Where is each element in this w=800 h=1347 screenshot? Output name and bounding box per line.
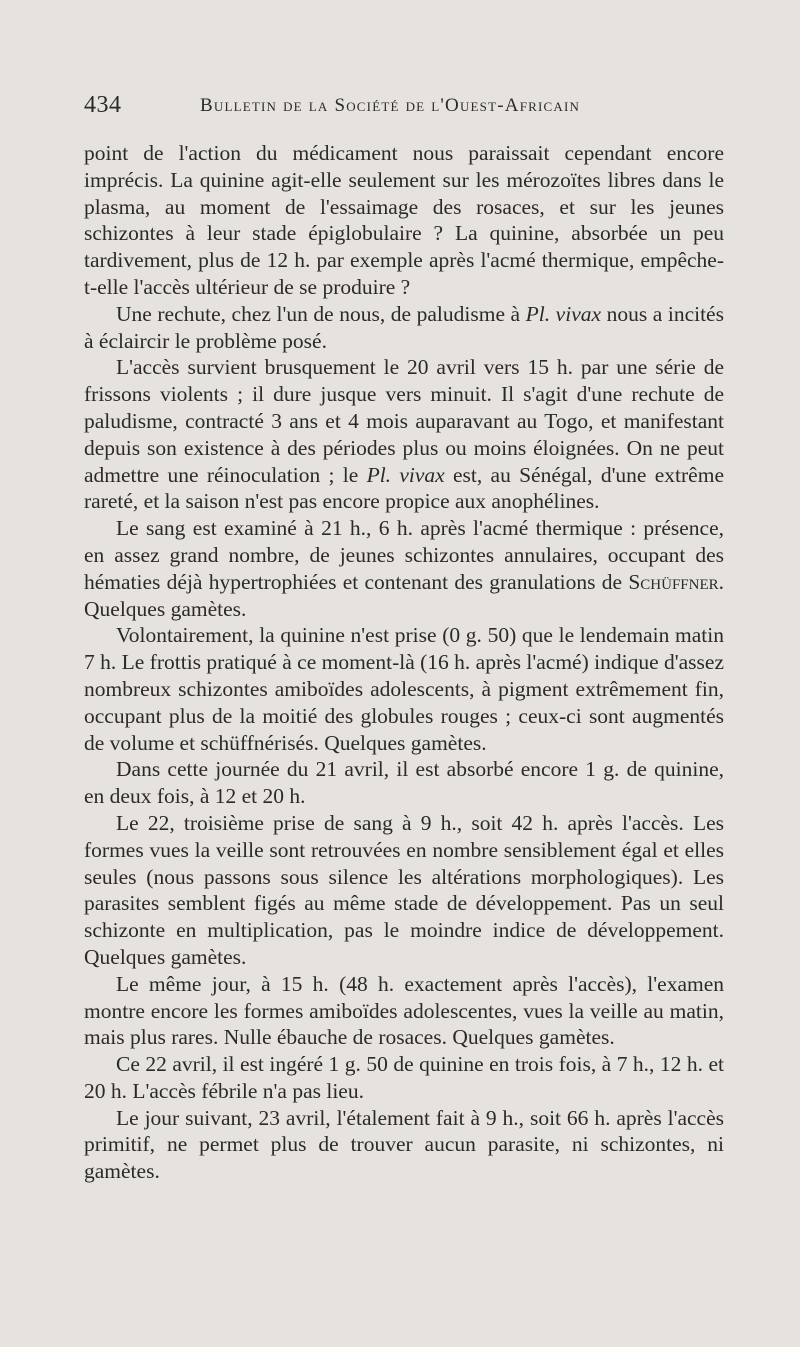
- paragraph: Le sang est examiné à 21 h., 6 h. après l'acmé thermique : présence, en assez grand nombre, de jeunes schizontes annulaires, occupant des hématies déjà hypertrophiées et contenant des granulations de Schüffner. Quelques gamètes.: [84, 516, 724, 621]
- paragraph-continuation: point de l'action du médicament nous paraissait cependant encore imprécis. La quinine agit-elle seulement sur les mérozoïtes libres dans le plasma, au moment de l'essaimage des rosaces, et sur les jeunes schizontes à leur stade épiglobulaire ? La quinine, absorbée un peu tardivement, plus de 12 h. par exemple après l'acmé thermique, empêche-t-elle l'accès ultérieur de se produire ?: [84, 141, 724, 299]
- paragraph: Le 22, troisième prise de sang à 9 h., soit 42 h. après l'accès. Les formes vues la veille sont retrouvées en nombre sensiblement égal et elles seules (nous passons sous silence les altérations morphologiques). Les parasites semblent figés au même stade de développement. Pas un seul schizonte en multiplication, pas le moindre indice de développement. Quelques gamètes.: [84, 810, 724, 969]
- species-name: Pl. vivax: [366, 462, 445, 487]
- paragraph: L'accès survient brusquement le 20 avril vers 15 h. par une série de frissons violents ; il dure jusque vers minuit. Il s'agit d'une rechute de paludisme, contracté 3 ans et 4 mois auparavant au Togo, et manifestant depuis son existence à des périodes plus ou moins éloignées. On ne peut admettre une réinoculation ; le Pl. vivax est, au Sénégal, d'une extrême rareté, et la saison n'est pas encore propice aux anophélines.: [84, 355, 724, 514]
- paragraph: Volontairement, la quinine n'est prise (0 g. 50) que le lendemain matin 7 h. Le frottis pratiqué à ce moment-là (16 h. après l'acmé) indique d'assez nombreux schizontes amiboïdes adolescents, à pigment extrêmement fin, occupant plus de la moitié des globules rouges ; ceux-ci sont augmentés de volume et schüffnérisés. Quelques gamètes.: [84, 623, 724, 755]
- author-name: Schüffner: [628, 569, 719, 594]
- paragraph: Ce 22 avril, il est ingéré 1 g. 50 de quinine en trois fois, à 7 h., 12 h. et 20 h. L'accès fébrile n'a pas lieu.: [84, 1052, 724, 1103]
- paragraph: Le même jour, à 15 h. (48 h. exactement après l'accès), l'examen montre encore les formes amiboïdes adolescentes, vues la veille au matin, mais plus rares. Nulle ébauche de rosaces. Quelques gamètes.: [84, 971, 724, 1050]
- running-title: Bulletin de la Société de l'Ouest-Africain: [200, 95, 581, 116]
- paragraph: Dans cette journée du 21 avril, il est absorbé encore 1 g. de quinine, en deux fois, à 12 et 20 h.: [84, 757, 724, 809]
- paragraph: Le jour suivant, 23 avril, l'étalement fait à 9 h., soit 66 h. après l'accès primitif, ne permet plus de trouver aucun parasite, ni schizontes, ni gamètes.: [84, 1105, 724, 1184]
- body-text: [84, 140, 724, 1185]
- page-header: [84, 92, 724, 122]
- species-name: Pl. vivax: [525, 301, 602, 326]
- page-number: 434: [84, 92, 122, 118]
- paragraph: Une rechute, chez l'un de nous, de paludisme à Pl. vivax nous a incités à éclaircir le problème posé.: [84, 301, 724, 353]
